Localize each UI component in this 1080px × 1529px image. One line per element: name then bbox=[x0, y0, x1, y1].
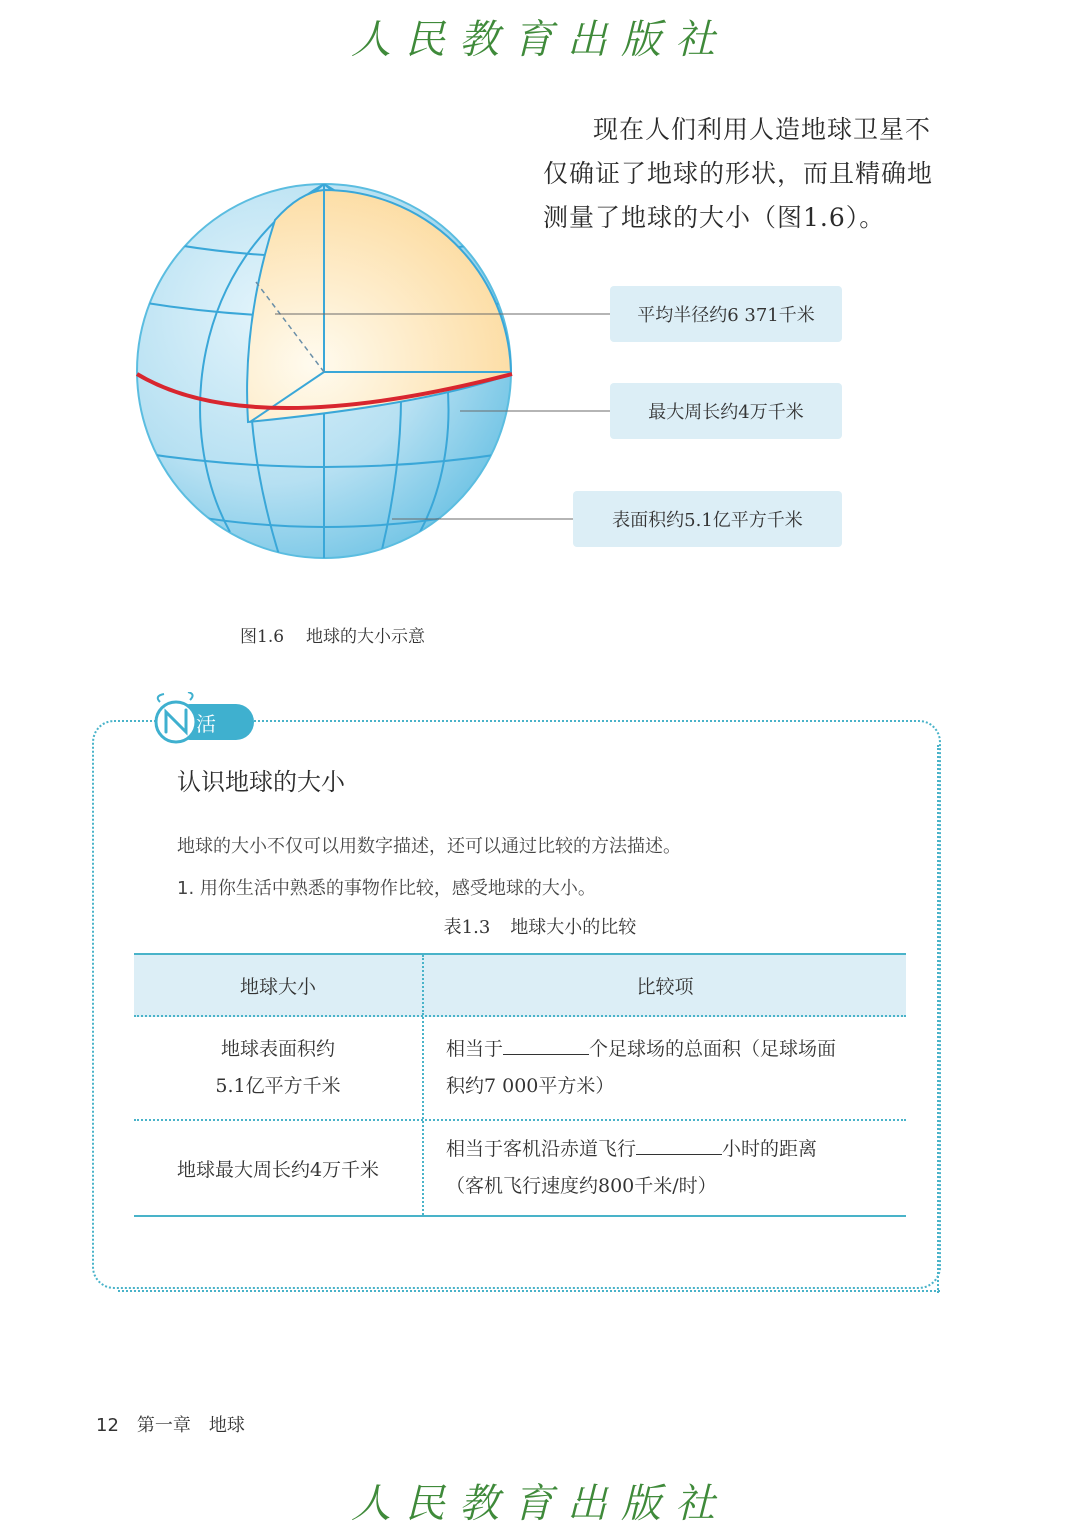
figure-number: 图1.6 bbox=[240, 627, 285, 647]
row2-comp-pre: 相当于客机沿赤道飞行 bbox=[446, 1138, 637, 1160]
activity-box-shadow bbox=[118, 1290, 940, 1292]
table-row bbox=[134, 1017, 906, 1121]
table-title bbox=[0, 913, 1080, 939]
row2-comp-post: 小时的距离 bbox=[722, 1138, 818, 1160]
figure-caption-text: 地球的大小示意 bbox=[306, 627, 426, 647]
row1-blank-field[interactable] bbox=[503, 1034, 589, 1055]
page-footer bbox=[96, 1411, 263, 1437]
page-number: 12 bbox=[96, 1415, 119, 1436]
row1-comp-pre: 相当于 bbox=[446, 1038, 504, 1060]
row1-size-line1: 地球表面积约 bbox=[220, 1038, 335, 1060]
chapter-label: 第一章 bbox=[136, 1415, 191, 1436]
row2-blank-field[interactable] bbox=[636, 1134, 722, 1155]
row2-size: 地球最大周长约4万千米 bbox=[134, 1121, 424, 1215]
row1-comparison bbox=[424, 1017, 906, 1119]
row2-comp-line2: （客机飞行速度约800千米/时） bbox=[446, 1175, 717, 1197]
row1-comp-line2: 积约7 000平方米） bbox=[446, 1075, 615, 1097]
row1-comp-post: 个足球场的总面积（足球场面 bbox=[589, 1038, 837, 1060]
chapter-title: 地球 bbox=[208, 1415, 245, 1436]
table-header-row bbox=[134, 955, 906, 1017]
activity-title: 认识地球的大小 bbox=[177, 768, 345, 796]
row1-size-line2: 5.1亿平方千米 bbox=[215, 1075, 341, 1097]
table-number: 表1.3 bbox=[443, 917, 491, 938]
table-title-text: 地球大小的比较 bbox=[510, 917, 637, 938]
publisher-logo: 人民教育出版社 bbox=[351, 17, 729, 63]
table-row bbox=[134, 1121, 906, 1215]
intro-text: 现在人们利用人造地球卫星不仅确证了地球的形状，而且精确地测量了地球的大小（图1.6）。 bbox=[543, 115, 934, 232]
publisher-logo-bottom: 人民教育出版社 bbox=[351, 1481, 729, 1527]
row2-comparison bbox=[424, 1121, 906, 1215]
callout-radius: 平均半径约6 371千米 bbox=[610, 286, 842, 342]
header-comparison: 比较项 bbox=[636, 975, 694, 998]
comparison-table bbox=[134, 953, 906, 1217]
activity-description: 地球的大小不仅可以用数字描述，还可以通过比较的方法描述。 bbox=[177, 836, 681, 857]
activity-badge-label: 活动 bbox=[196, 712, 222, 765]
callout-surface: 表面积约5.1亿平方千米 bbox=[573, 491, 842, 547]
row1-size bbox=[134, 1017, 424, 1119]
activity-box-shadow-right bbox=[937, 745, 939, 1293]
activity-task-1: 1. 用你生活中熟悉的事物作比较，感受地球的大小。 bbox=[177, 878, 596, 899]
header-earth-size: 地球大小 bbox=[134, 955, 424, 1015]
callout-circumference: 最大周长约4万千米 bbox=[610, 383, 842, 439]
globe-cutaway bbox=[247, 190, 511, 422]
figure-caption bbox=[240, 622, 425, 647]
